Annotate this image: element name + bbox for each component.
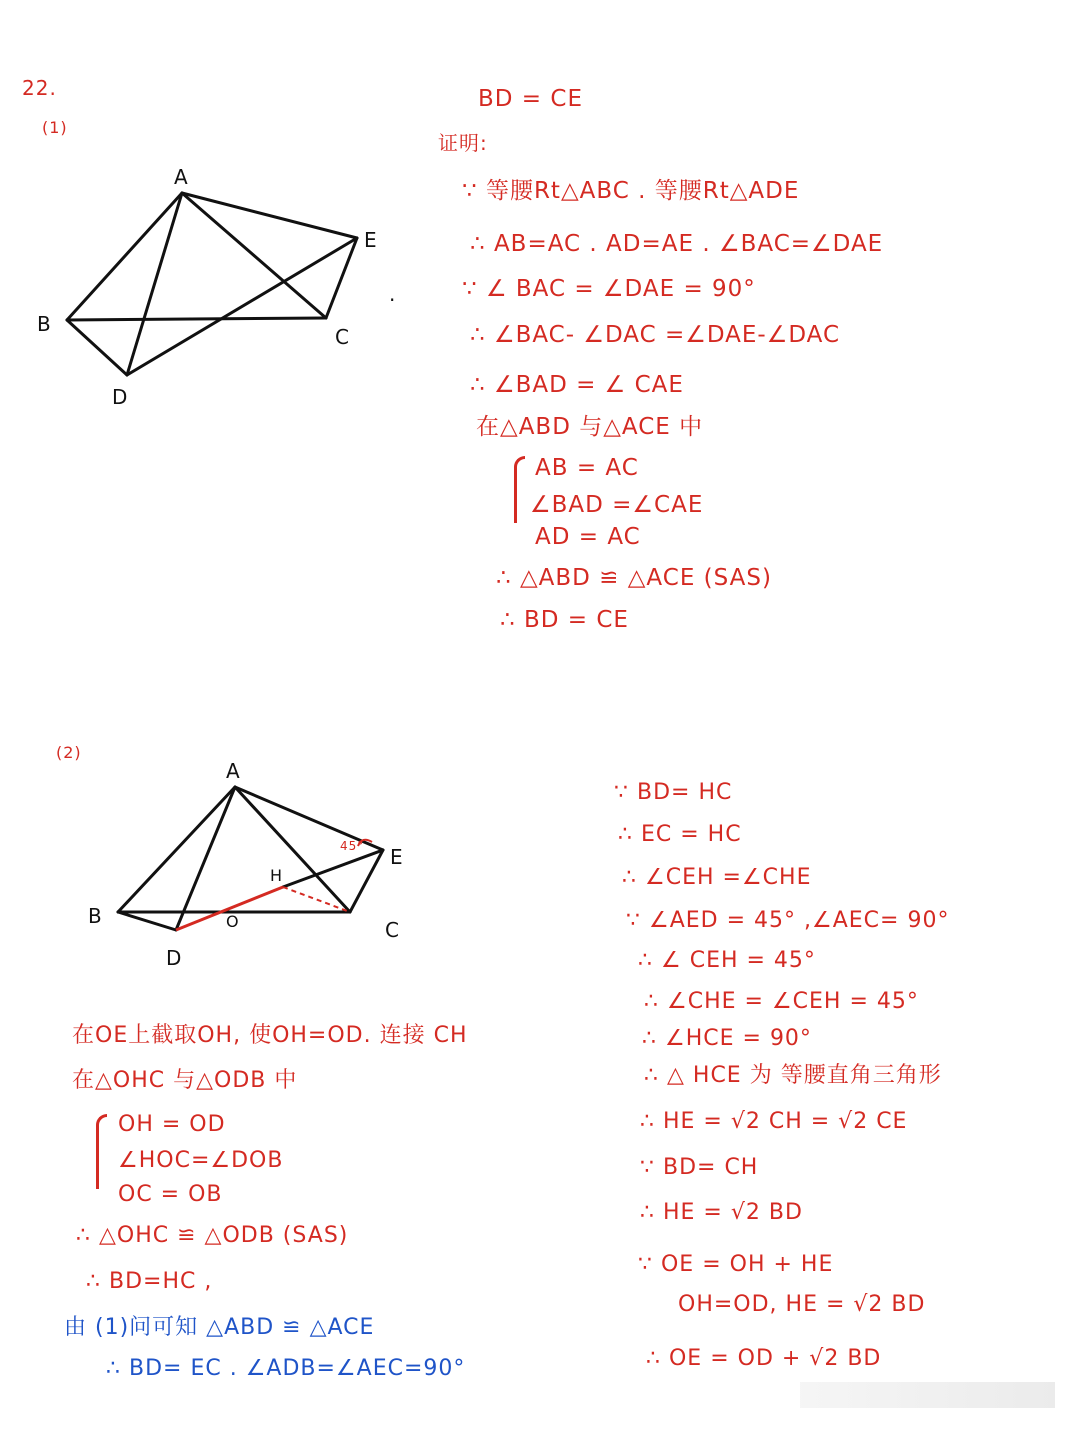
proof2-right-line-14: ∴ OE = OD + √2 BD (646, 1346, 882, 1371)
label2-H: H (270, 866, 283, 885)
proof1-conclusion-2: ∴ BD = CE (500, 607, 629, 633)
proof2-right-line-9: ∴ HE = √2 CH = √2 CE (640, 1109, 908, 1134)
brace2-line-1: OH = OD (118, 1112, 226, 1137)
part1-label: (1) (42, 118, 68, 137)
proof2-right-line-2: ∴ EC = HC (618, 822, 742, 847)
label2-D: D (166, 946, 182, 970)
proof2-right-line-4: ∵ ∠AED = 45° ,∠AEC= 90° (626, 908, 950, 933)
proof2-left-after-1: ∴ △OHC ≌ △ODB (SAS) (76, 1223, 349, 1248)
problem-number: 22. (22, 76, 57, 100)
proof2-right-line-8: ∴ △ HCE 为 等腰直角三角形 (644, 1063, 942, 1088)
brace2-line-2: ∠HOC=∠DOB (118, 1148, 284, 1173)
proof2-left-after-2: ∴ BD=HC , (86, 1269, 213, 1294)
proof2-left-line-1: 在OE上截取OH, 使OH=OD. 连接 CH (72, 1023, 468, 1048)
proof1-line-3: ∵ ∠ BAC = ∠DAE = 90° (462, 276, 756, 302)
proof2-right-line-3: ∴ ∠CEH =∠CHE (622, 865, 812, 890)
proof2-right-line-13: OH=OD, HE = √2 BD (678, 1292, 926, 1317)
proof2-right-line-11: ∴ HE = √2 BD (640, 1200, 803, 1225)
segment-BA (67, 193, 182, 320)
label2-A: A (226, 759, 240, 783)
label1-C: C (335, 325, 349, 349)
proof2-left-line-2: 在△OHC 与△ODB 中 (72, 1068, 298, 1093)
proof1-line-4: ∴ ∠BAC- ∠DAC =∠DAE-∠DAC (470, 322, 841, 348)
proof2-right-line-6: ∴ ∠CHE = ∠CEH = 45° (644, 989, 919, 1014)
brace1-line-1: AB = AC (535, 455, 639, 481)
proof2-right-line-1: ∵ BD= HC (614, 780, 733, 805)
brace1-line-2: ∠BAD =∠CAE (530, 492, 704, 518)
claim1: BD = CE (478, 86, 583, 112)
stray-dot: . (389, 282, 396, 306)
proof2-right-line-10: ∵ BD= CH (640, 1155, 759, 1180)
label2-E: E (390, 845, 403, 869)
proof1-line-1: ∵ 等腰Rt△ABC . 等腰Rt△ADE (462, 178, 800, 204)
angle-mark-45: 45° (340, 839, 365, 853)
proof1-title: 证明: (438, 131, 488, 155)
proof1-conclusion-1: ∴ △ABD ≌ △ACE (SAS) (496, 565, 772, 591)
brace1 (514, 456, 525, 523)
proof2-right-line-5: ∴ ∠ CEH = 45° (638, 948, 816, 973)
proof2-right-line-7: ∴ ∠HCE = 90° (642, 1026, 812, 1051)
segment2-BD (118, 912, 176, 930)
label1-B: B (37, 312, 51, 336)
segment-BD (67, 320, 127, 375)
proof2-blue-line-2: ∴ BD= EC . ∠ADB=∠AEC=90° (106, 1356, 466, 1381)
label1-E: E (364, 228, 377, 252)
label1-D: D (112, 385, 128, 409)
label2-O: O (226, 912, 239, 931)
label2-C: C (385, 918, 399, 942)
watermark-bar (800, 1382, 1055, 1408)
segment-BC (67, 318, 326, 320)
label2-B: B (88, 904, 102, 928)
label1-A: A (174, 165, 188, 189)
proof1-line-2: ∴ AB=AC . AD=AE . ∠BAC=∠DAE (470, 231, 884, 257)
diagram1-lines (67, 193, 357, 375)
segment2-BA (118, 787, 235, 912)
proof2-blue-line-1: 由 (1)问可知 △ABD ≌ △ACE (64, 1315, 375, 1340)
brace2 (96, 1114, 107, 1189)
proof1-line-5: ∴ ∠BAD = ∠ CAE (470, 372, 684, 398)
proof1-line-6: 在△ABD 与△ACE 中 (476, 414, 704, 440)
brace1-line-3: AD = AC (535, 524, 641, 550)
segment2-AC (235, 787, 350, 912)
part2-label: (2) (56, 743, 82, 762)
brace2-line-3: OC = OB (118, 1182, 223, 1207)
proof2-right-line-12: ∵ OE = OH + HE (638, 1252, 834, 1277)
segment-EC (326, 238, 357, 318)
